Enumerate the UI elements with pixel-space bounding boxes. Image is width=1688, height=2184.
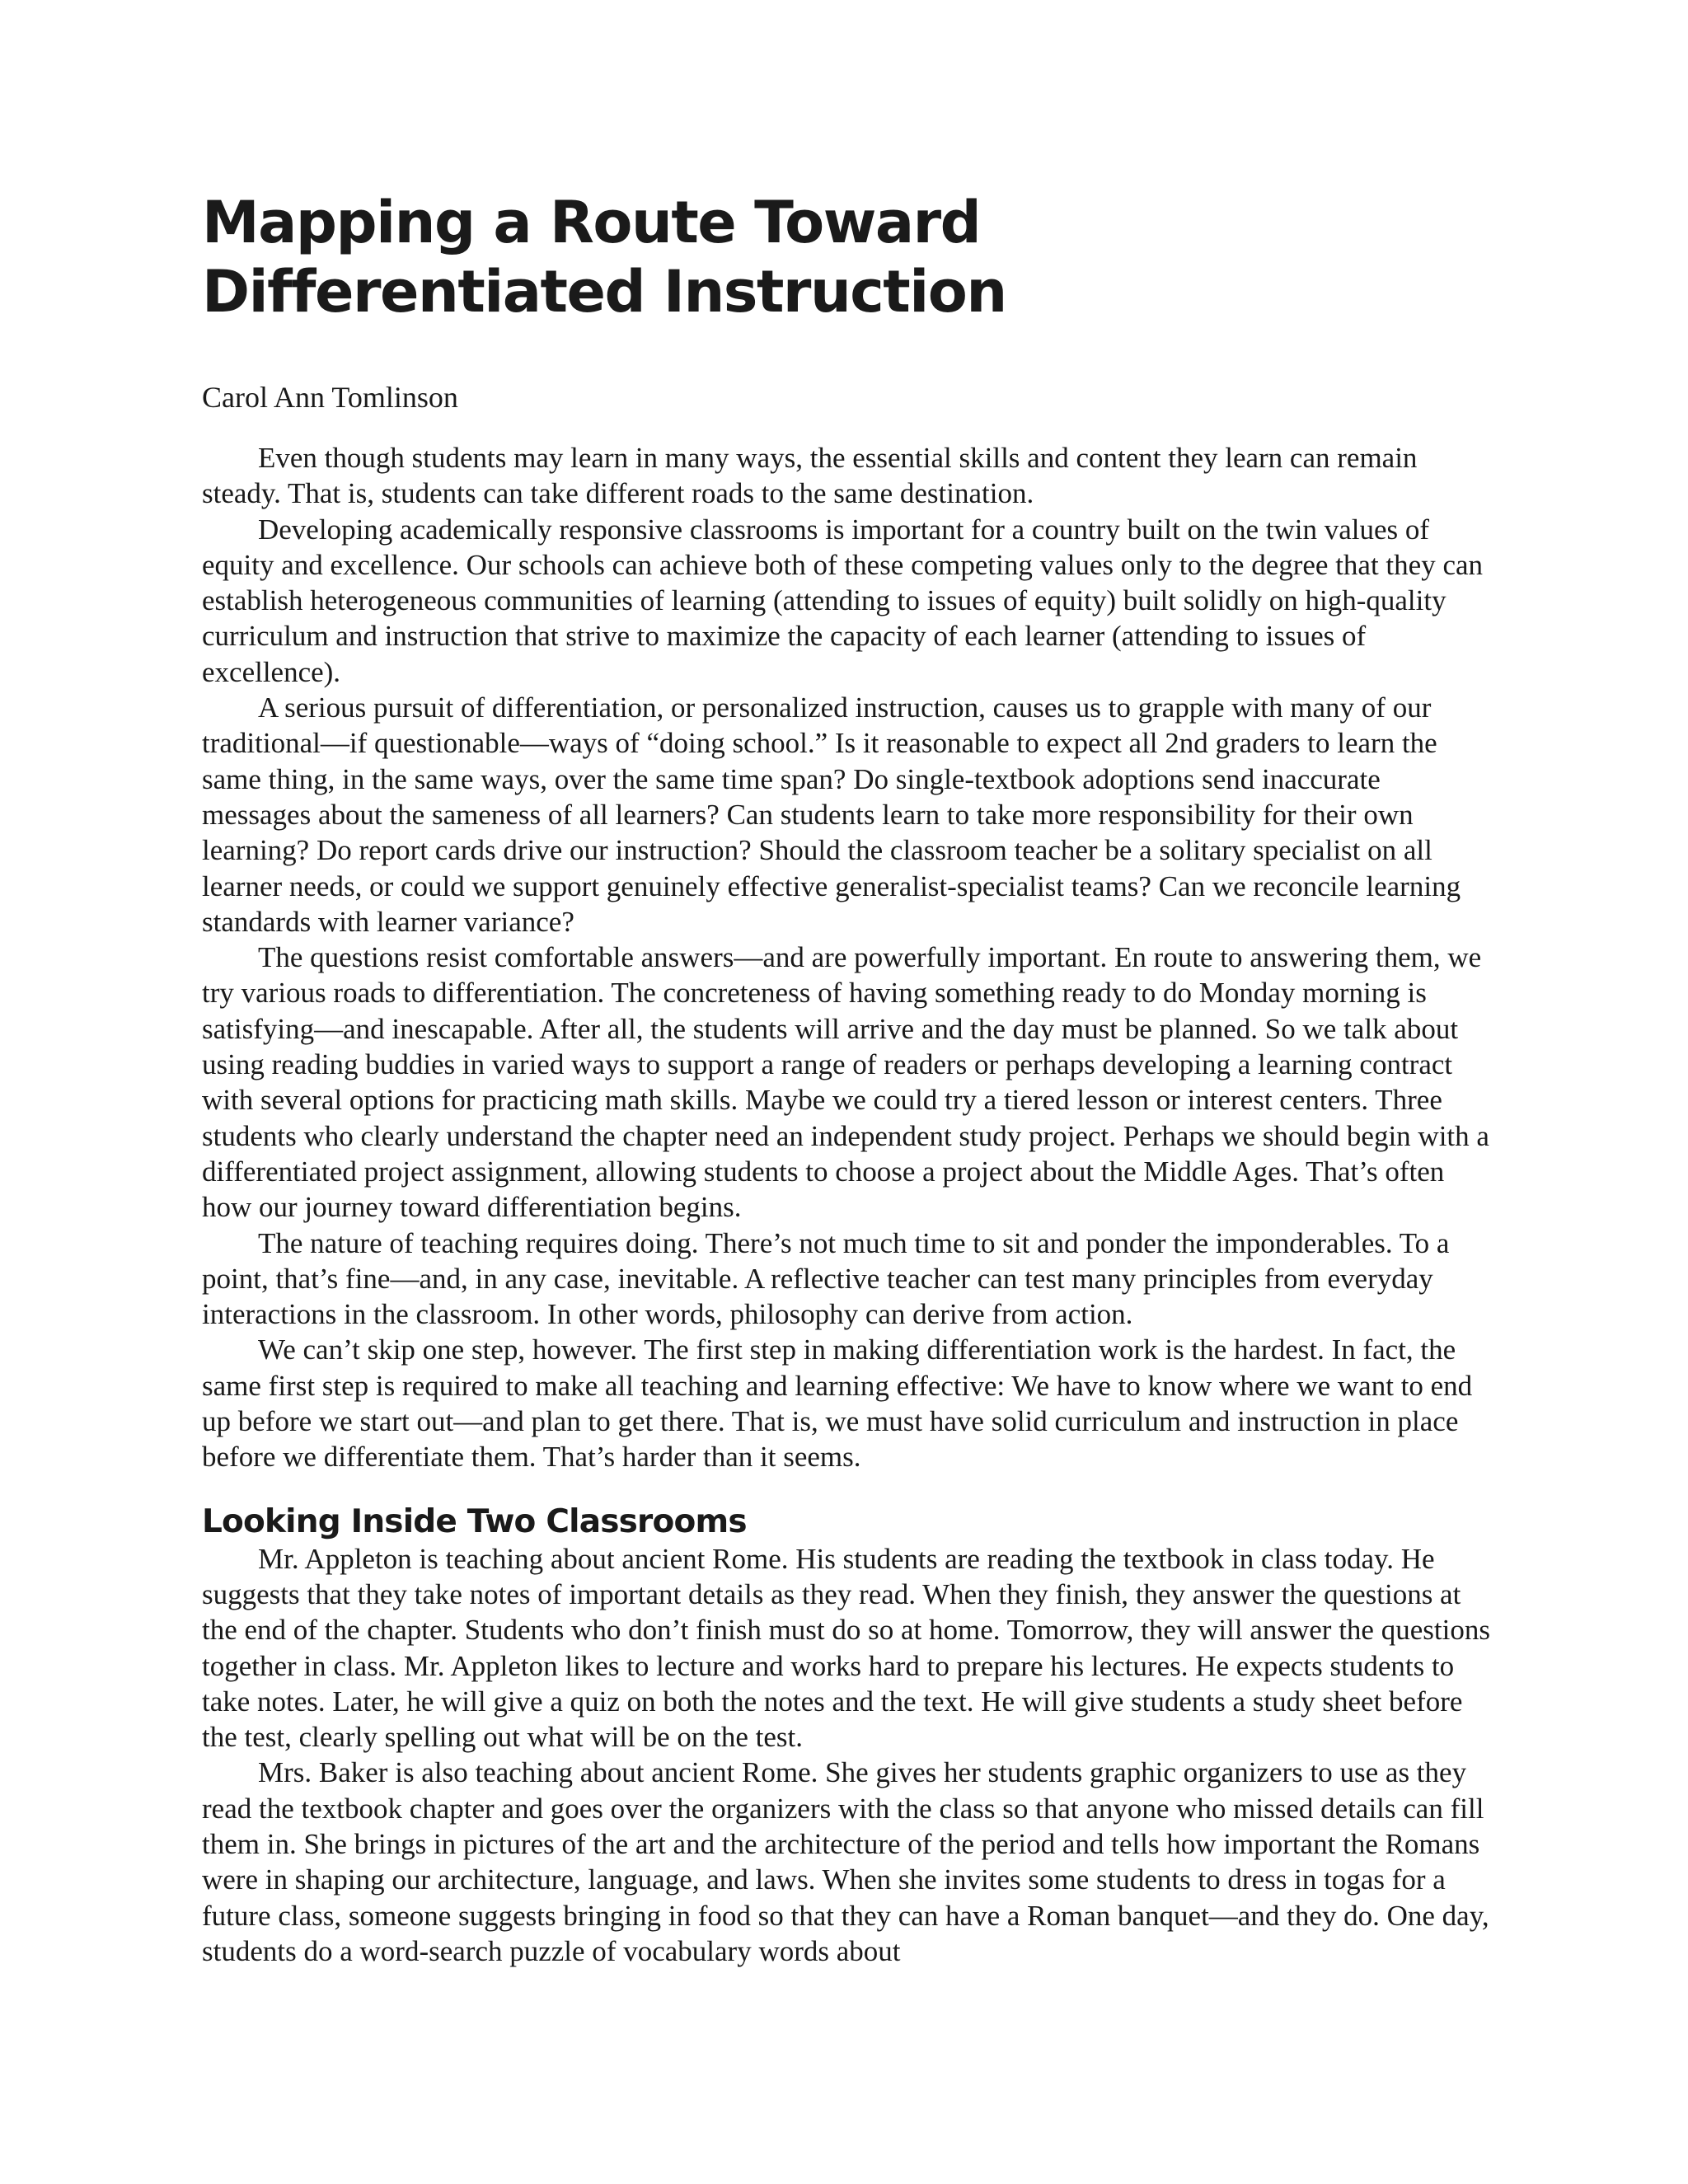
paragraph: Even though students may learn in many ways, the essential skills and content they learn can remain steady. That is, students can take different roads to the same destination. [202, 442, 1418, 510]
paragraph: Mrs. Baker is also teaching about ancient Rome. She gives her students graphic organizers to use as they read the textbook chapter and goes over the organizers with the class so that anyone who missed details can fill them in. She brings in pictures of the art and the architecture of the period and tells how important the Romans were in shaping our architecture, language, and laws. When she invites some students to dress in togas for a future class, someone suggests bringing in food so that they can have a Roman banquet—and they do. One day, students do a word-search puzzle of vocabulary words about [202, 1756, 1489, 1967]
section-heading: Looking Inside Two Classrooms [202, 1502, 747, 1540]
article [202, 188, 1496, 1969]
paragraph: Mr. Appleton is teaching about ancient Rome. His students are reading the textbook in class today. He suggests that they take notes of important details as they read. When they finish, they answer the questions at the end of the chapter. Students who don’t finish must do so at home. Tomorrow, they will answer the questions together in class. Mr. Appleton likes to lecture and works hard to prepare his lectures. He expects students to take notes. Later, he will give a quiz on both the notes and the text. He will give students a study sheet before the test, clearly spelling out what will be on the test. [202, 1542, 1490, 1754]
article-title [202, 188, 1496, 326]
paragraph: The nature of teaching requires doing. There’s not much time to sit and ponder the imponderables. To a point, that’s fine—and, in any case, inevitable. A reflective teacher can test many principles from everyday interactions in the classroom. In other words, philosophy can derive from action. [202, 1226, 1450, 1331]
title-line-2: Differentiated Instruction [202, 258, 1006, 326]
paragraph: The questions resist comfortable answers—and are powerfully important. En route to answering them, we try various roads to differentiation. The concreteness of having something ready to do Monday morning is satisfying—and inescapable. After all, the students will arrive and the day must be planned. So we talk about using reading buddies in varied ways to support a range of readers or perhaps developing a learning contract with several options for practicing math skills. Maybe we could try a tiered lesson or interest centers. Three students who clearly understand the chapter need an independent study project. Perhaps we should begin with a differentiated project assignment, allowing students to choose a project about the Middle Ages. That’s often how our journey toward differentiation begins. [202, 941, 1489, 1224]
paragraph: A serious pursuit of differentiation, or personalized instruction, causes us to grapple with many of our traditional—if questionable—ways of “doing school.” Is it reasonable to expect all 2nd graders to learn the same thing, in the same ways, over the same time span? Do single-textbook adoptions send inaccurate messages about the sameness of all learners? Can students learn to take more responsibility for their own learning? Do report cards drive our instruction? Should the classroom teacher be a solitary specialist on all learner needs, or could we support genuinely effective generalist-specialist teams? Can we reconcile learning standards with learner variance? [202, 691, 1461, 938]
title-line-1: Mapping a Route Toward [202, 189, 981, 256]
paragraph: Developing academically responsive classrooms is important for a country built on the twin values of equity and excellence. Our schools can achieve both of these competing values only to the degree that they can establish heterogeneous communities of learning (attending to issues of equity) built solidly on high-quality curriculum and instruction that strive to maximize the capacity of each learner (attending to issues of excellence). [202, 513, 1484, 688]
article-body [202, 440, 1496, 1969]
author-name: Carol Ann Tomlinson [202, 381, 458, 414]
paragraph: We can’t skip one step, however. The first step in making differentiation work is the hardest. In fact, the same first step is required to make all teaching and learning effective: We have to know where we want to end up before we start out—and plan to get there. That is, we must have solid curriculum and instruction in place before we differentiate them. That’s harder than it seems. [202, 1333, 1473, 1474]
